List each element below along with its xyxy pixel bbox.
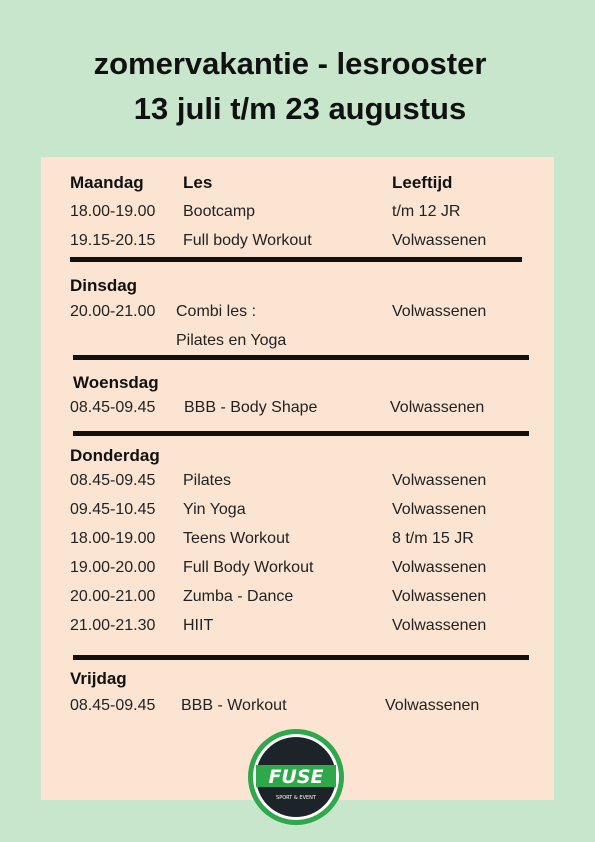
class: HIIT xyxy=(183,617,214,634)
time: 21.00-21.30 xyxy=(70,617,156,634)
day-woensdag: Woensdag xyxy=(73,373,159,392)
divider xyxy=(70,257,522,262)
time: 20.00-21.00 xyxy=(70,303,156,320)
class: Zumba - Dance xyxy=(183,588,294,605)
age: t/m 12 JR xyxy=(392,203,461,220)
list-item xyxy=(41,472,554,496)
divider xyxy=(73,355,529,360)
age: Volwassenen xyxy=(385,697,480,714)
age: Volwassenen xyxy=(392,303,487,320)
class: BBB - Workout xyxy=(181,697,287,714)
day-vrijdag: Vrijdag xyxy=(70,669,127,688)
title-line-1: zomervakantie - lesrooster xyxy=(93,46,487,81)
day-maandag: Maandag xyxy=(70,173,144,192)
fuse-logo-icon xyxy=(246,727,346,827)
day-donderdag: Donderdag xyxy=(70,446,160,465)
class: Yin Yoga xyxy=(183,501,246,518)
time: 20.00-21.00 xyxy=(70,588,156,605)
time: 18.00-19.00 xyxy=(70,203,156,220)
time: 19.15-20.15 xyxy=(70,232,156,249)
class: Teens Workout xyxy=(183,530,290,547)
age: Volwassenen xyxy=(390,399,485,416)
list-item xyxy=(41,203,554,227)
time: 09.45-10.45 xyxy=(70,501,156,518)
class: BBB - Body Shape xyxy=(184,399,318,416)
time: 08.45-09.45 xyxy=(70,697,156,714)
list-item xyxy=(41,501,554,525)
age: Volwassenen xyxy=(392,617,487,634)
time: 19.00-20.00 xyxy=(70,559,156,576)
schedule-panel xyxy=(41,157,554,800)
day-dinsdag: Dinsdag xyxy=(70,276,138,295)
class: Combi les : xyxy=(176,303,257,320)
age: Volwassenen xyxy=(392,472,487,489)
list-item xyxy=(41,332,554,356)
fuse-logo xyxy=(246,727,346,827)
divider xyxy=(73,655,529,660)
header-row xyxy=(41,173,554,197)
class: Pilates en Yoga xyxy=(176,332,287,349)
list-item xyxy=(41,303,554,327)
age: Volwassenen xyxy=(392,232,487,249)
column-leeftijd: Leeftijd xyxy=(392,173,453,192)
age: 8 t/m 15 JR xyxy=(392,530,474,547)
title-line-2: 13 juli t/m 23 augustus xyxy=(133,91,467,126)
age: Volwassenen xyxy=(392,501,487,518)
list-item xyxy=(41,399,554,423)
class: Full body Workout xyxy=(183,232,312,249)
divider xyxy=(73,431,529,436)
time: 18.00-19.00 xyxy=(70,530,156,547)
logo-tagline: SPORT & EVENT xyxy=(276,795,316,801)
time: 08.45-09.45 xyxy=(70,472,156,489)
list-item xyxy=(41,617,554,641)
list-item xyxy=(41,697,554,721)
list-item xyxy=(41,559,554,583)
list-item xyxy=(41,530,554,554)
class: Bootcamp xyxy=(183,203,256,220)
age: Volwassenen xyxy=(392,559,487,576)
class: Full Body Workout xyxy=(183,559,314,576)
age: Volwassenen xyxy=(392,588,487,605)
time: 08.45-09.45 xyxy=(70,399,156,416)
column-les: Les xyxy=(183,173,213,192)
list-item xyxy=(41,588,554,612)
list-item xyxy=(41,232,554,256)
class: Pilates xyxy=(183,472,232,489)
logo-brand: FUSE xyxy=(268,766,324,788)
